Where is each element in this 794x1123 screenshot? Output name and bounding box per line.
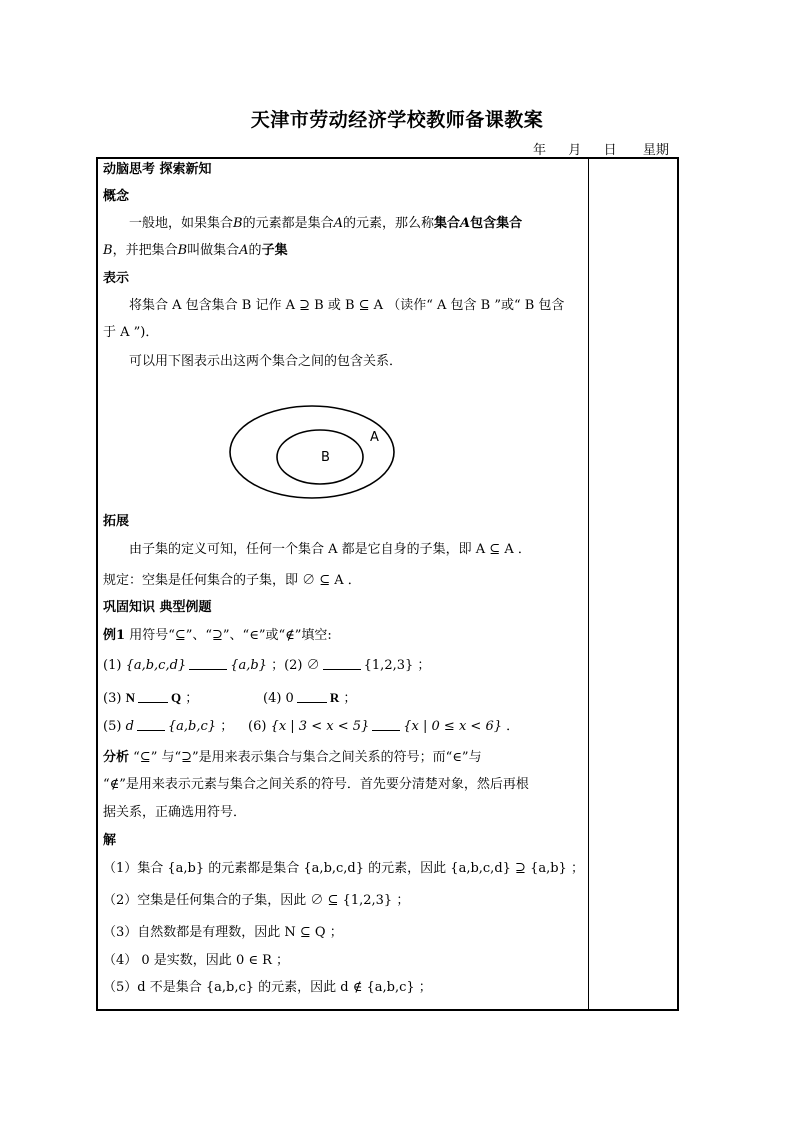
extension-line2: 规定：空集是任何集合的子集，即 ∅ ⊆ A ． <box>103 573 361 588</box>
venn-diagram <box>228 395 408 505</box>
example-item-5: (5) d {a,b,c} ； <box>103 719 234 734</box>
example-item-4: (4) 0 R ； <box>263 690 357 706</box>
notation-line2: 于 A ”)． <box>103 325 159 340</box>
section-heading-explore: 动脑思考 探索新知 <box>103 162 212 177</box>
date-year: 年 <box>533 143 547 158</box>
set-b-label: B <box>321 450 330 465</box>
solution-5: （5）d 不是集合 {a,b,c} 的元素，因此 d ∉ {a,b,c} ； <box>103 980 432 995</box>
solution-4: （4） 0 是实数，因此 0 ∈ R ； <box>103 953 290 968</box>
example-item-1-2: (1) {a,b,c,d} {a,b} ；(2) ∅ {1,2,3} ； <box>103 658 431 673</box>
concept-heading: 概念 <box>103 189 130 204</box>
concept-text-line1: 一般地，如果集合B的元素都是集合A的元素，那么称集合A包含集合 <box>129 216 523 231</box>
set-b-ellipse <box>277 430 363 484</box>
solution-heading: 解 <box>103 833 117 848</box>
example-prompt: 例1 用符号“⊆”、“⊇”、“∈”或“∉”填空: <box>103 628 332 643</box>
date-line <box>533 139 669 158</box>
analysis-line3: 据关系，正确选用符号． <box>103 805 247 820</box>
solution-3: （3）自然数都是有理数，因此 N ⊆ Q ； <box>103 925 343 940</box>
page-title: 天津市劳动经济学校教师备课教案 <box>250 109 544 131</box>
example-item-6: (6) {x | 3 < x < 5} {x | 0 ≤ x < 6} ． <box>248 719 520 734</box>
date-month: 月 <box>568 143 582 158</box>
extension-heading: 拓展 <box>103 514 130 529</box>
concept-text-line2: B，并把集合B叫做集合A的子集 <box>103 243 288 258</box>
notation-line1: 将集合 A 包含集合 B 记作 A ⊇ B 或 B ⊆ A （读作“ A 包含 B ”或“ B 包含 <box>129 298 565 313</box>
solution-2: （2）空集是任何集合的子集，因此 ∅ ⊆ {1,2,3} ； <box>103 893 410 908</box>
date-weekday: 星期 <box>642 143 669 158</box>
extension-line1: 由子集的定义可知，任何一个集合 A 都是它自身的子集，即 A ⊆ A ． <box>129 542 531 557</box>
date-day: 日 <box>603 143 617 158</box>
example-item-3: (3) N Q ； <box>103 690 199 706</box>
notation-heading: 表示 <box>103 271 130 286</box>
set-a-label: A <box>370 430 379 445</box>
table-column-divider <box>588 157 589 1011</box>
analysis-line1: 分析 “⊆” 与“⊇”是用来表示集合与集合之间关系的符号；而“∈”与 <box>103 750 482 765</box>
solution-1: （1）集合 {a,b} 的元素都是集合 {a,b,c,d} 的元素，因此 {a,b,c,d} ⊇ {a,b} ； <box>103 861 584 876</box>
notation-line3: 可以用下图表示出这两个集合之间的包含关系． <box>129 354 403 369</box>
section-heading-examples: 巩固知识 典型例题 <box>103 600 212 615</box>
analysis-line2: “∉”是用来表示元素与集合之间关系的符号．首先要分清楚对象，然后再根 <box>103 777 529 792</box>
